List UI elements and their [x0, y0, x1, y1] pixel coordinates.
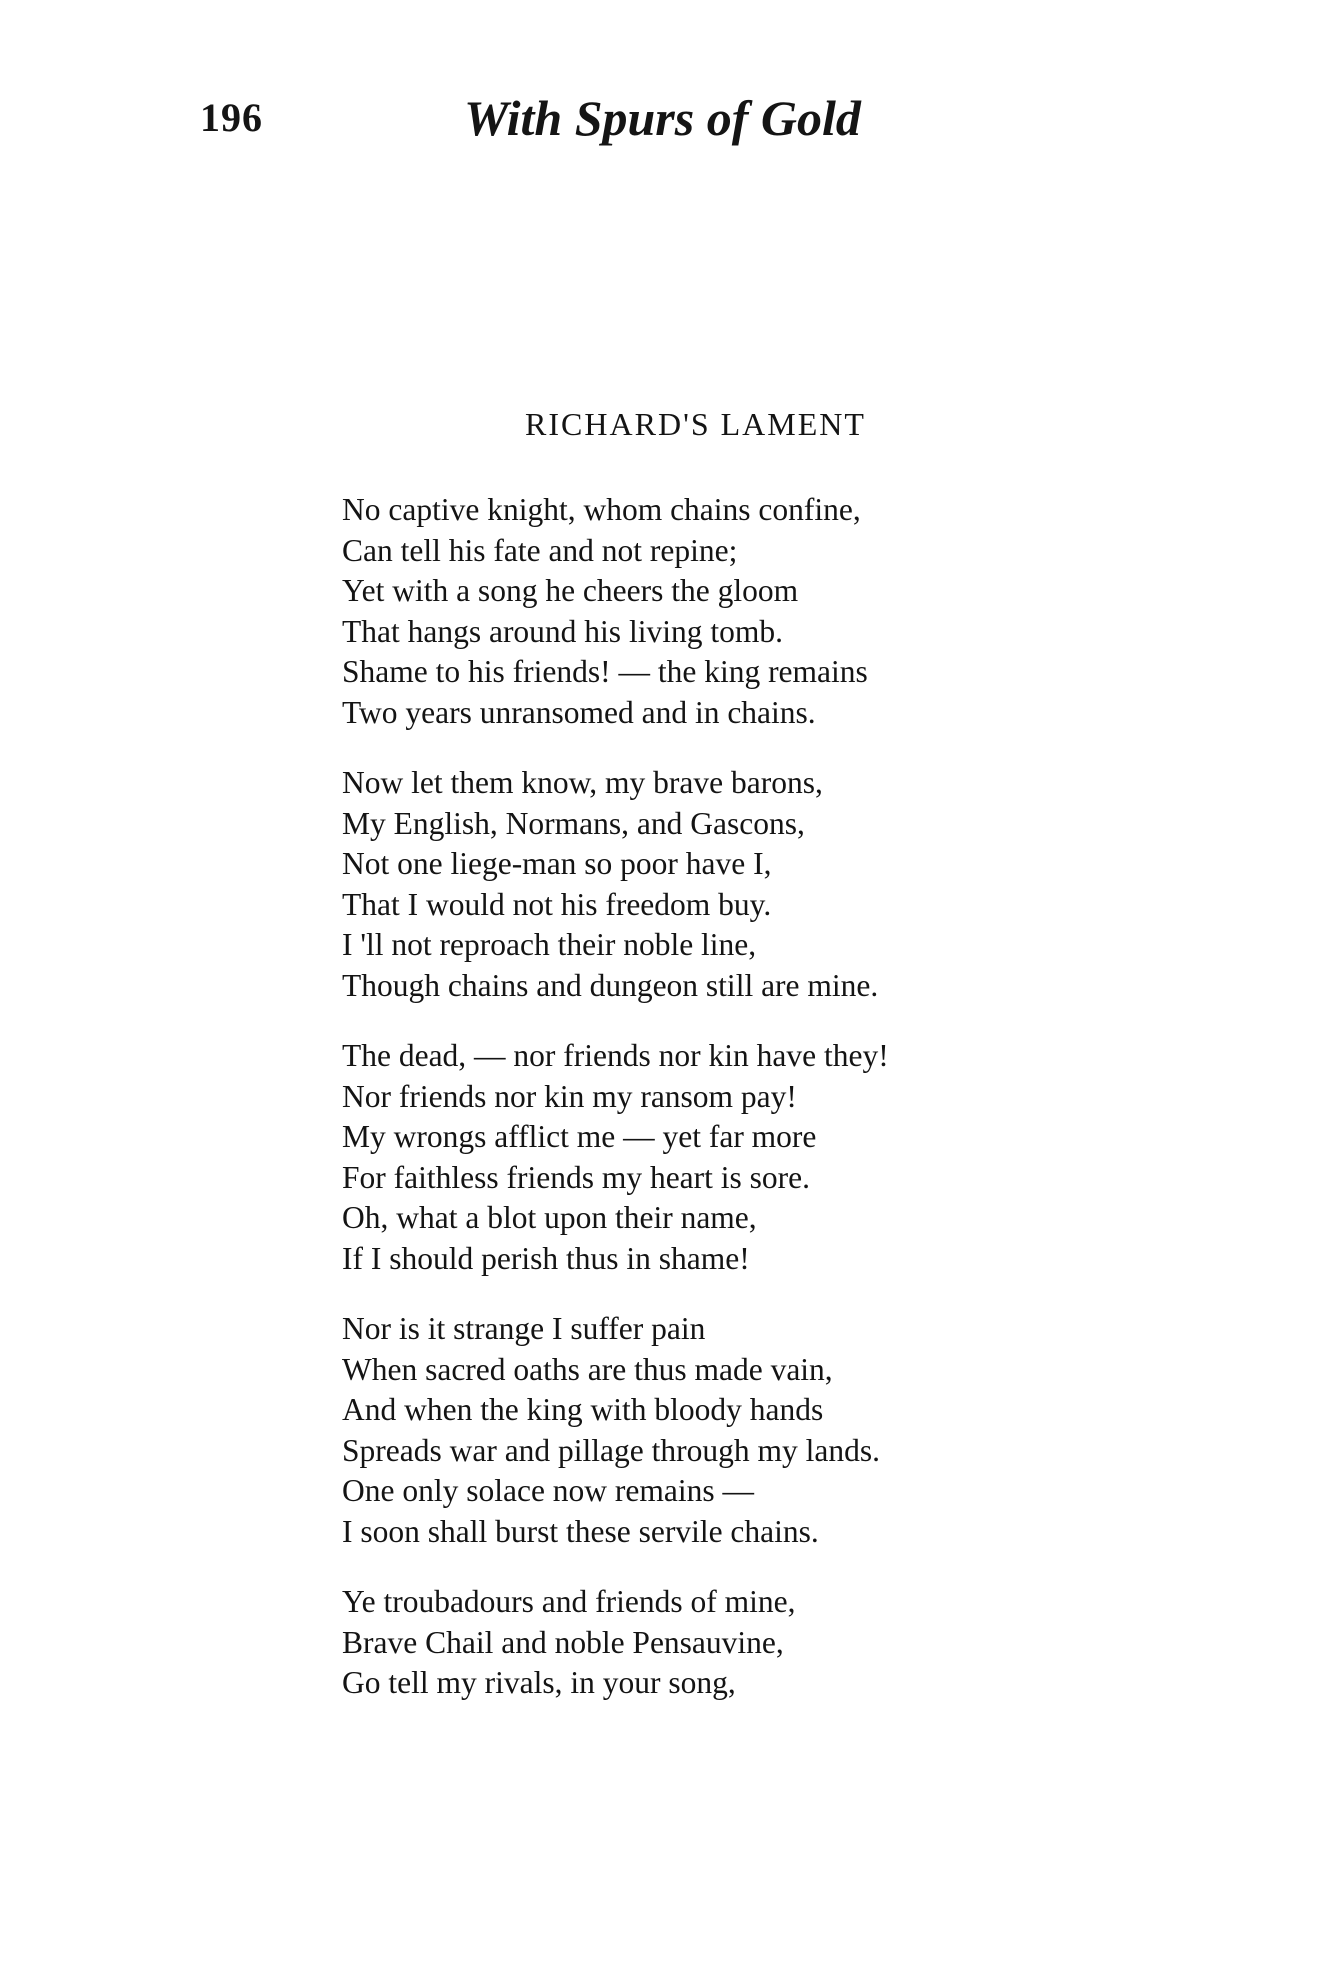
- poem-line: I soon shall burst these servile chains.: [342, 1513, 819, 1549]
- stanza: [342, 1309, 1102, 1552]
- poem-line: And when the king with bloody hands: [342, 1392, 824, 1427]
- poem-line: Now let them know, my brave barons,: [342, 765, 823, 800]
- poem-line: Shame to his friends! — the king remains: [342, 654, 868, 689]
- running-title: With Spurs of Gold: [464, 90, 861, 146]
- stanza: [342, 1582, 1102, 1704]
- poem-line: Spreads war and pillage through my lands.: [342, 1432, 881, 1468]
- poem-line: Two years unransomed and in chains.: [342, 694, 816, 730]
- poem-line: For faithless friends my heart is sore.: [342, 1159, 811, 1195]
- poem-line: Though chains and dungeon still are mine.: [342, 967, 879, 1003]
- poem-line: Brave Chail and noble Pensauvine,: [342, 1624, 784, 1660]
- poem-line: My wrongs afflict me — yet far more: [342, 1119, 817, 1154]
- poem-line: That hangs around his living tomb.: [342, 613, 783, 649]
- poem-line: Not one liege-man so poor have I,: [342, 846, 772, 881]
- poem-title: RICHARD'S LAMENT: [525, 406, 866, 442]
- poem-line: Go tell my rivals, in your song,: [342, 1665, 736, 1700]
- poem-line: Can tell his fate and not repine;: [342, 532, 738, 568]
- poem-line: No captive knight, whom chains confine,: [342, 492, 861, 527]
- poem-line: One only solace now remains —: [342, 1473, 755, 1508]
- poem-line: That I would not his freedom buy.: [342, 886, 772, 922]
- poem-line: Ye troubadours and friends of mine,: [342, 1584, 796, 1619]
- poem-line: I 'll not reproach their noble line,: [342, 927, 757, 962]
- poem-line: The dead, — nor friends nor kin have they!: [342, 1038, 889, 1073]
- running-head: [0, 88, 1341, 148]
- poem-line: Yet with a song he cheers the gloom: [342, 573, 799, 608]
- poem-line: My English, Normans, and Gascons,: [342, 805, 805, 841]
- stanza: [342, 763, 1102, 1006]
- poem-line: When sacred oaths are thus made vain,: [342, 1351, 833, 1387]
- poem-line: If I should perish thus in shame!: [342, 1240, 750, 1276]
- stanza: [342, 490, 1102, 733]
- page-number: 196: [200, 95, 263, 140]
- poem-line: Nor friends nor kin my ransom pay!: [342, 1078, 797, 1114]
- stanza: [342, 1036, 1102, 1279]
- poem-line: Oh, what a blot upon their name,: [342, 1200, 757, 1235]
- poem-body: [342, 490, 1102, 1734]
- poem-line: Nor is it strange I suffer pain: [342, 1311, 706, 1346]
